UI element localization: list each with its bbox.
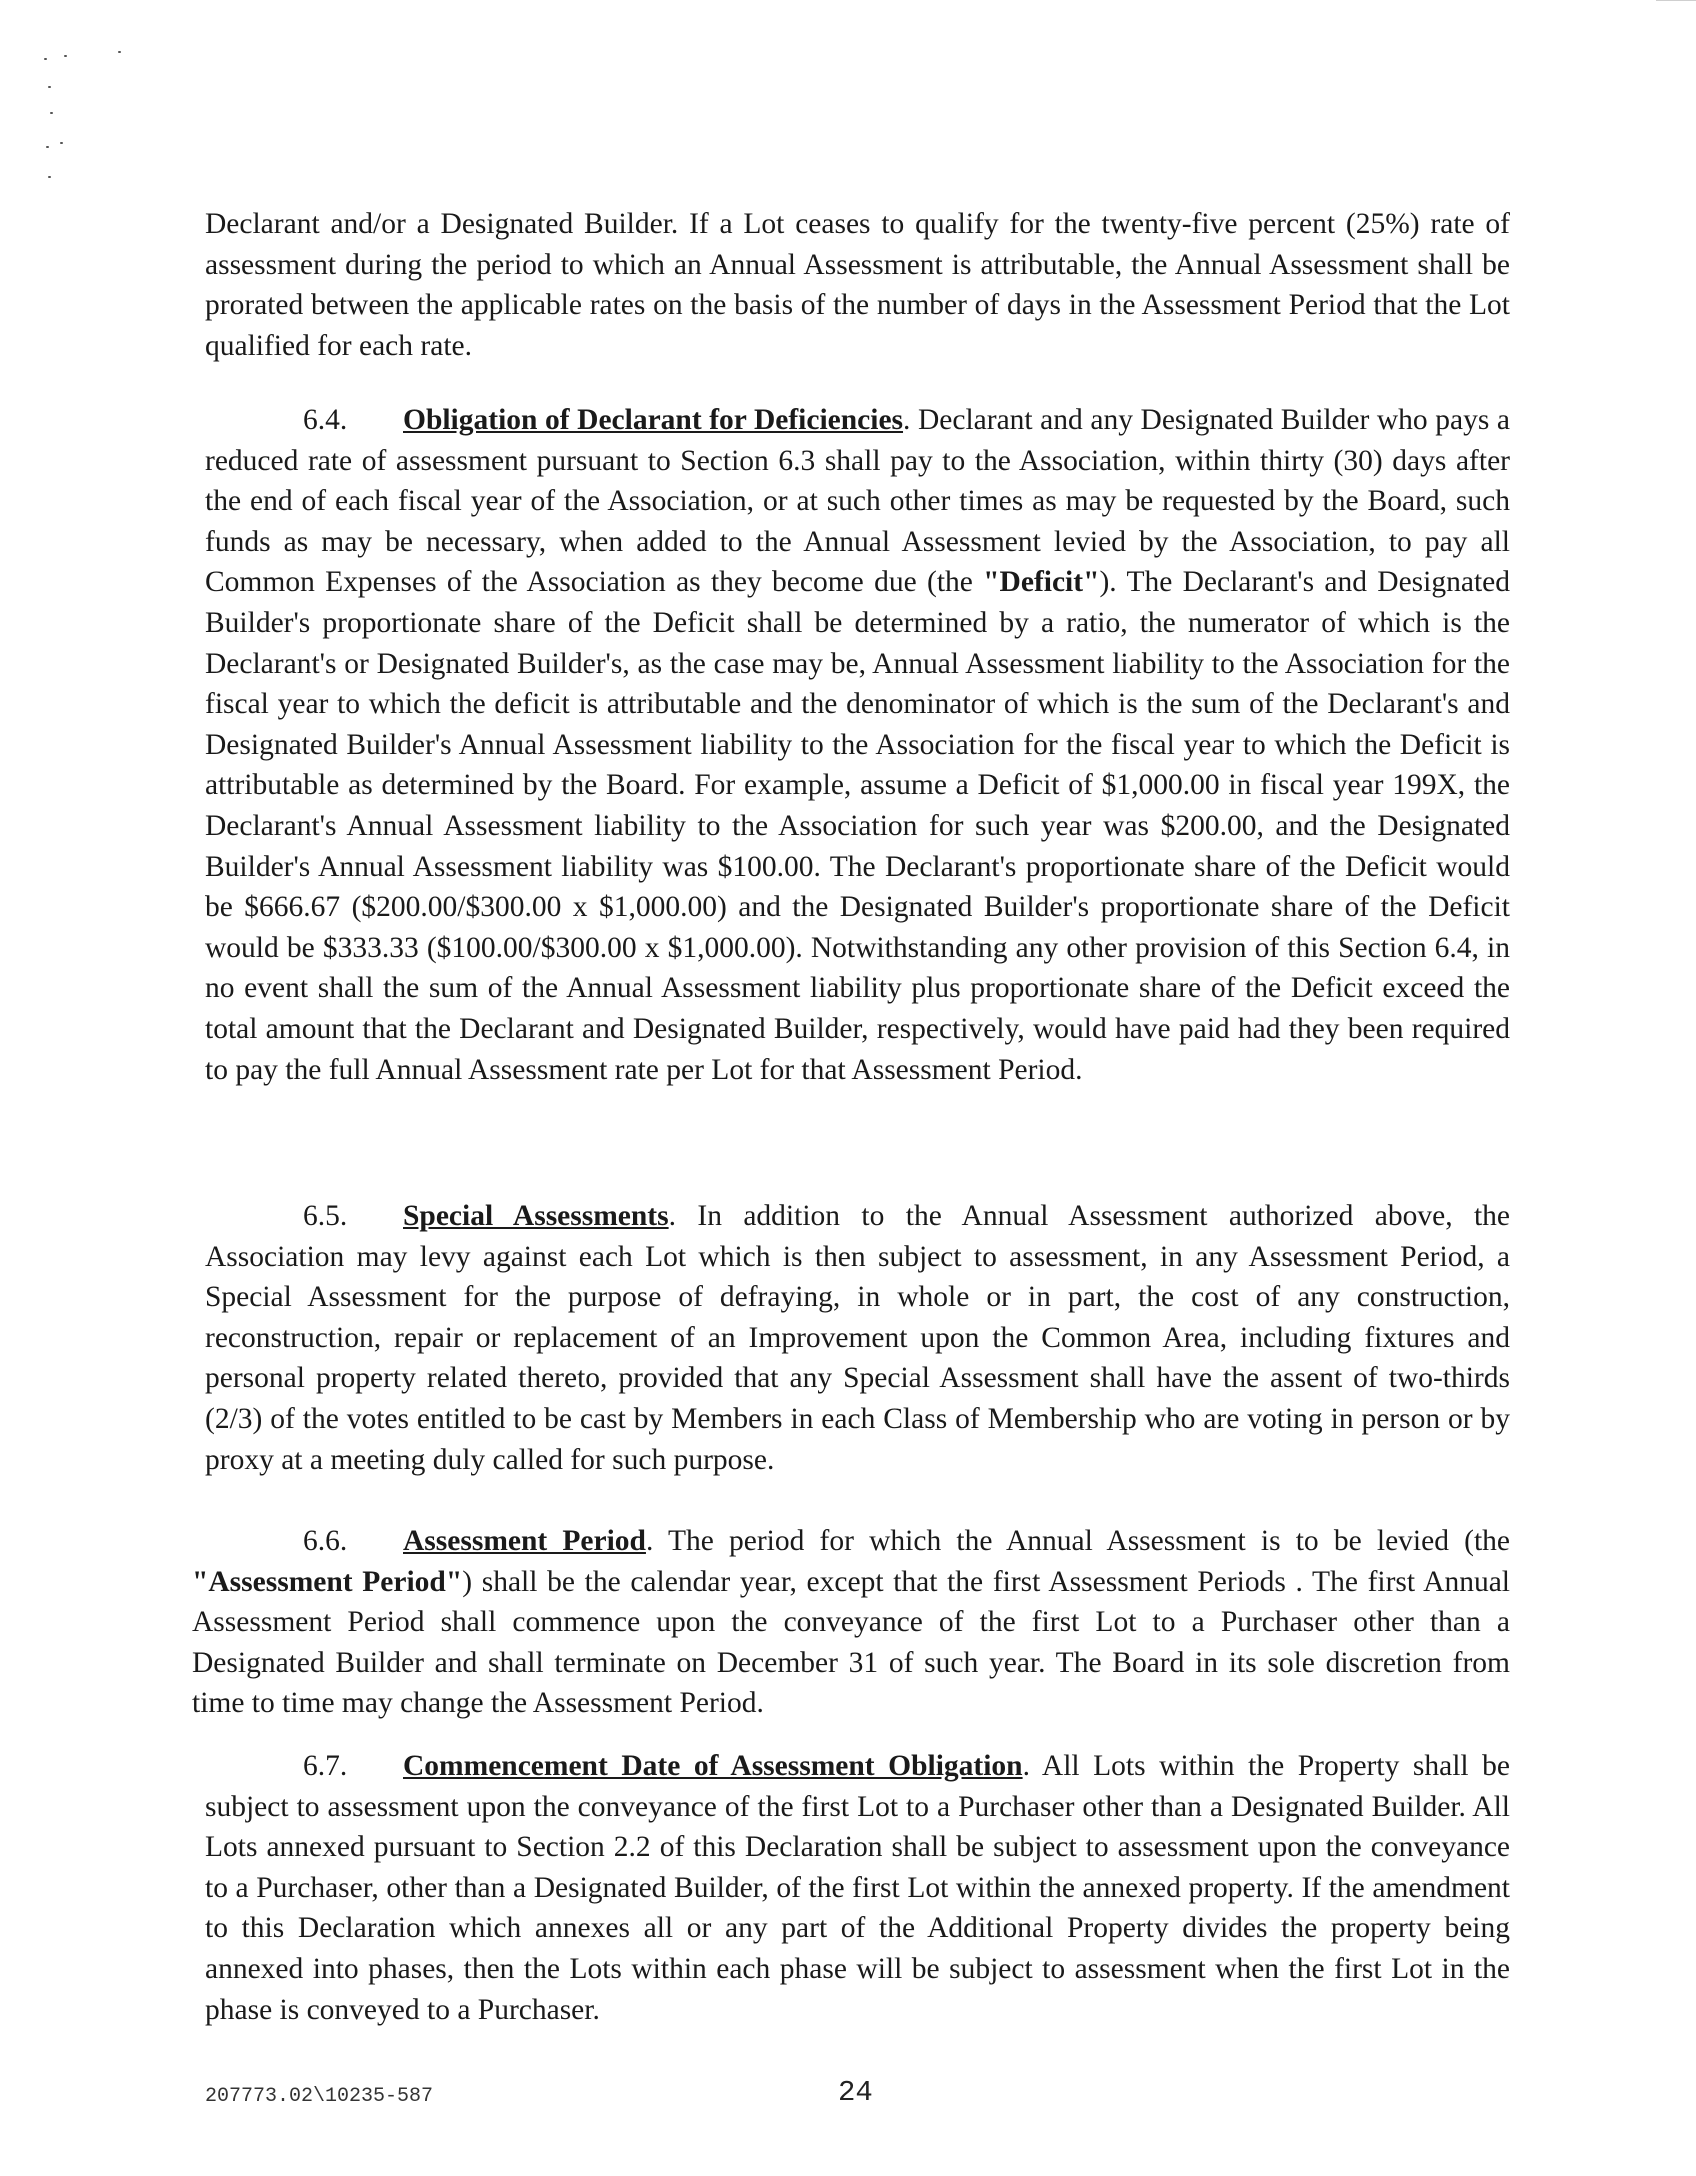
section-heading: Assessment Period xyxy=(403,1525,646,1557)
scan-speck xyxy=(48,176,51,178)
section-6-6-paragraph xyxy=(192,1521,1510,1724)
section-heading: Obligation of Declarant for Deficiencies xyxy=(403,404,904,436)
continuation-text: Declarant and/or a Designated Builder. If a Lot ceases to qualify for the twenty-five percent (25%) rate of assessment during the period to which an Annual Assessment is attributable, the Annual Assessment shall be prorated between the applicable rates on the basis of the number of days in the Assessment Period that the Lot qualified for each rate. xyxy=(205,208,1510,362)
scan-speck xyxy=(60,142,63,144)
section-text: . Declarant and any Designated Builder who pays a reduced rate of assessment pursuant to Section 6.3 shall pay to the Association, within thirty (30) days after the end of each fiscal year of the Association, or at such other times as may be requested by the Board, such funds as may be necessary, when added to the Annual Assessment levied by the Association, to pay all Common Expenses of the Association as they become due (the xyxy=(205,404,1510,599)
section-text: ) shall be the calendar year, except that the first Assessment Periods . The first Annual Assessment Period shall commence upon the conveyance of the first Lot to a Purchaser other than a Designated Builder and shall terminate on December 31 of such year. The Board in its sole discretion from time to time may change the Assessment Period. xyxy=(192,1565,1511,1720)
scan-edge-mark xyxy=(1656,0,1696,7)
scan-speck xyxy=(46,146,49,148)
section-heading: Commencement Date of Assessment Obligation xyxy=(403,1750,1023,1782)
scan-speck xyxy=(50,112,53,114)
section-number: 6.5. xyxy=(303,1200,348,1232)
scan-speck xyxy=(64,55,67,57)
section-text: . The period for which the Annual Assessment is to be levied (the xyxy=(645,1525,1510,1557)
section-6-4-paragraph xyxy=(205,400,1510,1090)
section-text: ). The Declarant's and Designated Builder's proportionate share of the Deficit shall be determined by a ratio, the numerator of which is the Declarant's or Designated Builder's, as the case may be, Annual Assessment liability to the Association for the fiscal year to which the deficit is attributable and the denominator of which is the sum of the Declarant's and Designated Builder's Annual Assessment liability to the Association for the fiscal year to which the Deficit is attributable as determined by the Board. For example, assume a Deficit of $1,000.00 in fiscal year 199X, the Declarant's Annual Assessment liability to the Association for such year was $200.00, and the Designated Builder's Annual Assessment liability was $100.00. The Declarant's proportionate share of the Deficit would be $666.67 ($200.00/$300.00 x $1,000.00) and the Designated Builder's proportionate share of the Deficit would be $333.33 ($100.00/$300.00 x $1,000.00). Notwithstanding any other provision of this Section 6.4, in no event shall the sum of the Annual Assessment liability plus proportionate share of the Deficit exceed the total amount that the Declarant and Designated Builder, respectively, would have paid had they been required to pay the full Annual Assessment rate per Lot for that Assessment Period. xyxy=(205,566,1510,1086)
document-id: 207773.02\10235-587 xyxy=(205,2085,434,2108)
page-number: 24 xyxy=(838,2076,873,2109)
section-text: . In addition to the Annual Assessment authorized above, the Association may levy against each Lot which is then subject to assessment, in any Assessment Period, a Special Assessment for the purpose of defraying, in whole or in part, the cost of any construction, reconstruction, repair or replacement of an Improvement upon the Common Area, including fixtures and personal property related thereto, provided that any Special Assessment shall have the assent of two-thirds (2/3) of the votes entitled to be cast by Members in each Class of Membership who are voting in person or by proxy at a meeting duly called for such purpose. xyxy=(205,1200,1510,1476)
scan-speck xyxy=(48,86,51,88)
section-text: . All Lots within the Property shall be subject to assessment upon the conveyance of the first Lot to a Purchaser other than a Designated Builder. All Lots annexed pursuant to Section 2.2 of this Declaration shall be subject to assessment upon the conveyance to a Purchaser, other than a Designated Builder, of the first Lot within the annexed property. If the amendment to this Declaration which annexes all or any part of the Additional Property divides the property being annexed into phases, then the Lots within each phase will be subject to assessment when the first Lot in the phase is conveyed to a Purchaser. xyxy=(205,1750,1510,2026)
section-6-7-paragraph xyxy=(205,1746,1510,2030)
defined-term: "Assessment Period" xyxy=(192,1565,463,1598)
section-6-5-paragraph xyxy=(205,1196,1510,1480)
scan-speck xyxy=(44,58,47,60)
section-number: 6.4. xyxy=(303,404,348,436)
continuation-paragraph xyxy=(205,204,1510,366)
defined-term: "Deficit" xyxy=(983,566,1100,599)
section-number: 6.7. xyxy=(303,1750,348,1782)
section-number: 6.6. xyxy=(303,1525,348,1557)
scan-speck xyxy=(118,51,121,53)
section-heading: Special Assessments xyxy=(403,1200,669,1232)
